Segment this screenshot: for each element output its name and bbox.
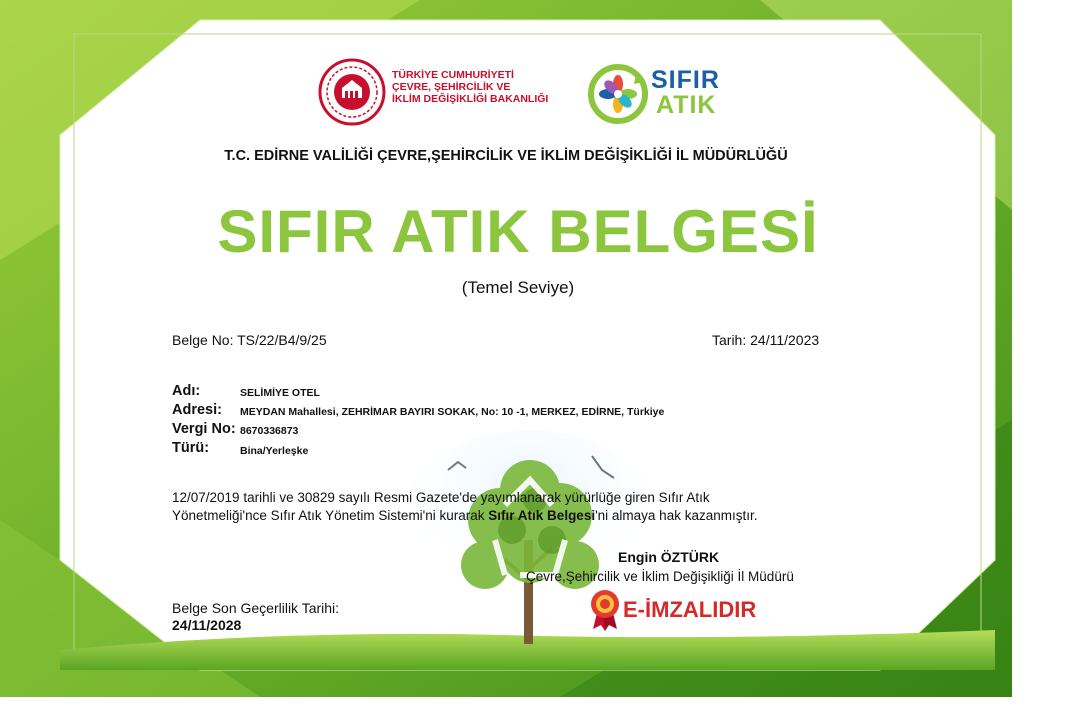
e-signature-stamp: E-İMZALIDIR: [623, 597, 757, 622]
ministry-line-2: ÇEVRE, ŞEHİRCİLİK VE: [392, 81, 511, 93]
name-value: SELİMİYE OTEL: [240, 387, 320, 399]
logo-word-sifir: SIFIR: [651, 66, 720, 94]
statement-line-1: 12/07/2019 tarihli ve 30829 sayılı Resmi Gazete'de yayımlanarak yürürlüğe giren Sıfır Atık: [172, 490, 710, 505]
document-number: Belge No: TS/22/B4/9/25: [172, 332, 327, 348]
logo-word-atik: ATIK: [656, 91, 717, 119]
ministry-seal-icon: [318, 58, 386, 126]
ministry-line-3: İKLİM DEĞİŞİKLİĞİ BAKANLIĞI: [392, 93, 549, 105]
validity-label: Belge Son Geçerlilik Tarihi:: [172, 600, 340, 616]
signer-name: Engin ÖZTÜRK: [618, 549, 720, 565]
type-value: Bina/Yerleşke: [240, 445, 309, 457]
validity-date: 24/11/2028: [172, 617, 242, 633]
tax-no-value: 8670336873: [240, 425, 299, 437]
ministry-line-1: TÜRKİYE CUMHURİYETİ: [392, 69, 514, 81]
tax-no-label: Vergi No:: [172, 421, 236, 437]
name-label: Adı:: [172, 383, 201, 399]
statement-line-2: [172, 507, 757, 525]
zero-waste-logo-icon: [588, 64, 648, 124]
type-label: Türü:: [172, 440, 210, 456]
statement-line-2-end: 'ni almaya hak kazanmıştır.: [595, 508, 758, 523]
statement-line-2-start: Yönetmeliği'nce Sıfır Atık Yönetim Sistemi'ni kurarak: [172, 508, 489, 523]
document-date: Tarih: 24/11/2023: [712, 332, 820, 348]
address-label: Adresi:: [172, 402, 222, 418]
ministry-name: [392, 69, 548, 105]
statement-certificate-name: Sıfır Atık Belgesi: [488, 508, 596, 523]
issuing-directorate: T.C. EDİRNE VALİLİĞİ ÇEVRE,ŞEHİRCİLİK VE İKLİM DEĞİŞİKLİĞİ İL MÜDÜRLÜĞÜ: [224, 148, 788, 164]
rosette-badge-icon: [589, 589, 621, 631]
certificate-title: SIFIR ATIK BELGESİ: [217, 198, 819, 265]
certificate-statement: [172, 489, 757, 525]
certificate-level: (Temel Seviye): [461, 278, 575, 297]
signer-title: Çevre,Şehircilik ve İklim Değişikliği İl Müdürü: [526, 569, 794, 584]
address-value: MEYDAN Mahallesi, ZEHRİMAR BAYIRI SOKAK, No: 10 -1, MERKEZ, EDİRNE, Türkiye: [240, 406, 665, 418]
